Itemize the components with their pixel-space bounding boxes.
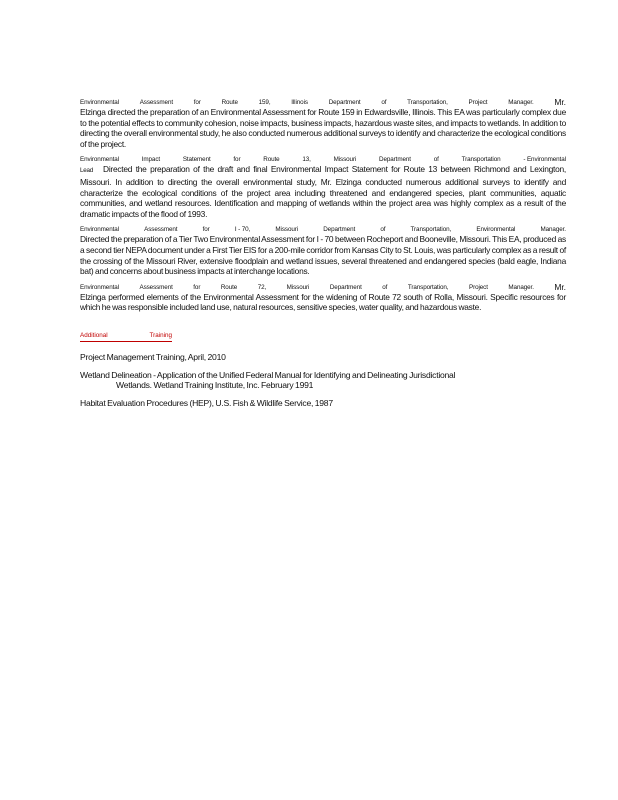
heading-word: Environmental xyxy=(80,99,119,106)
heading-word: Environmental xyxy=(476,226,516,234)
project-entry-body: Elzinga directed the preparation of an Environmental Assessment for Route 159 in Edwardsville, Illinois. This EA was particularly complex due to the potential effects to community cohesion, noise impacts, business impacts, hazardous waste sites, and impacts to wetlands. In addition to directing the overall environmental study, he also conducted numerous additional surveys to identify and characterize the ecological conditions of the project. xyxy=(80,107,566,149)
training-item xyxy=(80,398,566,409)
heading-word: Project xyxy=(468,99,488,106)
heading-word: Transportation, xyxy=(407,283,449,291)
heading-word: Route xyxy=(263,156,280,164)
heading-word: Project xyxy=(468,283,488,291)
heading-word: for xyxy=(233,156,241,164)
heading-word: Lead xyxy=(80,167,94,175)
project-entry xyxy=(80,225,566,276)
heading-word: Department xyxy=(323,226,356,234)
project-entry-text: Directed the preparation of the draft and final Environmental Impact Statement for Route 13 between Richmond and Lexington, Missouri. In addition to directing the overall environmental study, Mr. Elzinga conducted numerous additional surveys to identify and characterize the ecological conditions of the project area including threatened and endangered species, plant communities, aquatic communities, and wetland resources. Identification and mapping of wetlands within the project area was highly complex as a result of the dramatic impacts of the flood of 1993. xyxy=(80,164,566,219)
heading-word: Manager. xyxy=(508,99,534,106)
heading-word: I - 70, xyxy=(234,226,251,234)
heading-word: Statement xyxy=(182,156,211,164)
heading-word: of xyxy=(381,99,387,106)
heading-word: 159, xyxy=(258,99,271,106)
section-heading-word: Additional xyxy=(80,331,108,339)
heading-word: Department xyxy=(329,283,362,291)
heading-word: Environmental xyxy=(80,226,119,234)
project-entry-body: Elzinga performed elements of the Environmental Assessment for the widening of Route 72 south of Rolla, Missouri. Specific resources for which he was responsible included land use, natural resources, sensitive species, water quality, and hazardous waste. xyxy=(80,291,566,313)
heading-word: for xyxy=(193,283,201,291)
training-item-text: Project Management Training, April, 2010 xyxy=(80,351,226,362)
heading-word: Impact xyxy=(141,156,161,164)
heading-word: 13, xyxy=(302,156,311,164)
heading-word: Route xyxy=(220,283,238,291)
heading-word: Department xyxy=(379,156,411,164)
heading-word: Assessment xyxy=(139,283,173,291)
heading-word: of xyxy=(433,156,439,164)
heading-word: 72, xyxy=(257,283,267,291)
section-heading-additional-training xyxy=(80,331,172,342)
heading-word: for xyxy=(193,99,201,106)
heading-word: Environmental xyxy=(80,283,119,291)
heading-word: Assessment xyxy=(139,99,173,106)
heading-word: Transportation, xyxy=(410,226,452,234)
heading-word: Manager. xyxy=(508,283,534,291)
heading-word: Transportation, xyxy=(407,99,448,106)
project-entry-heading xyxy=(80,225,566,234)
training-item-text: Habitat Evaluation Procedures (HEP), U.S. Fish & Wildlife Service, 1987 xyxy=(80,397,333,408)
training-item xyxy=(80,370,566,391)
project-entry-body xyxy=(80,164,566,219)
training-item-continuation: Wetlands. Wetland Training Institute, Inc. February 1991 xyxy=(116,380,314,391)
heading-word: Missouri xyxy=(275,226,299,234)
document-content xyxy=(80,98,566,415)
training-item-text: Wetland Delineation - Application of the Unified Federal Manual for Identifying and Delineating Jurisdictional xyxy=(80,369,456,380)
project-entry xyxy=(80,283,566,313)
heading-word: Manager. xyxy=(540,226,566,234)
project-entry-body: Directed the preparation of a Tier Two Environmental Assessment for I - 70 between Rocheport and Booneville, Missouri. This EA, produced as a second tier NEPA document under a First Tier EIS for a 200-mile corridor from Kansas City to St. Louis, was particularly complex as a result of the crossing of the Missouri River, extensive floodplain and wetland issues, several threatened and endangered species (bald eagle, Indiana bat) and concerns about business impacts at interchange locations. xyxy=(80,234,566,277)
section-heading-word: Training xyxy=(149,331,172,339)
heading-word: Mr. xyxy=(554,97,566,107)
heading-word: Route xyxy=(221,99,238,106)
heading-word: Assessment xyxy=(144,226,178,234)
project-entry-heading xyxy=(80,98,566,107)
training-list xyxy=(80,352,566,408)
heading-word: of xyxy=(382,283,388,291)
heading-word: Environmental xyxy=(80,156,119,164)
project-entry-heading xyxy=(80,155,566,164)
heading-word: Missouri xyxy=(333,156,357,164)
heading-word: for xyxy=(202,226,210,234)
heading-word: - Environmental xyxy=(523,156,566,164)
heading-word: Missouri xyxy=(286,283,310,291)
project-entry-heading xyxy=(80,283,566,292)
heading-word: Transportation xyxy=(461,156,501,164)
heading-word: Mr. xyxy=(554,281,566,292)
heading-word: of xyxy=(380,226,386,234)
project-entry xyxy=(80,155,566,219)
heading-word: Department xyxy=(328,99,361,106)
heading-word: Illinois xyxy=(291,99,308,106)
project-entry xyxy=(80,98,566,149)
training-item xyxy=(80,352,566,363)
